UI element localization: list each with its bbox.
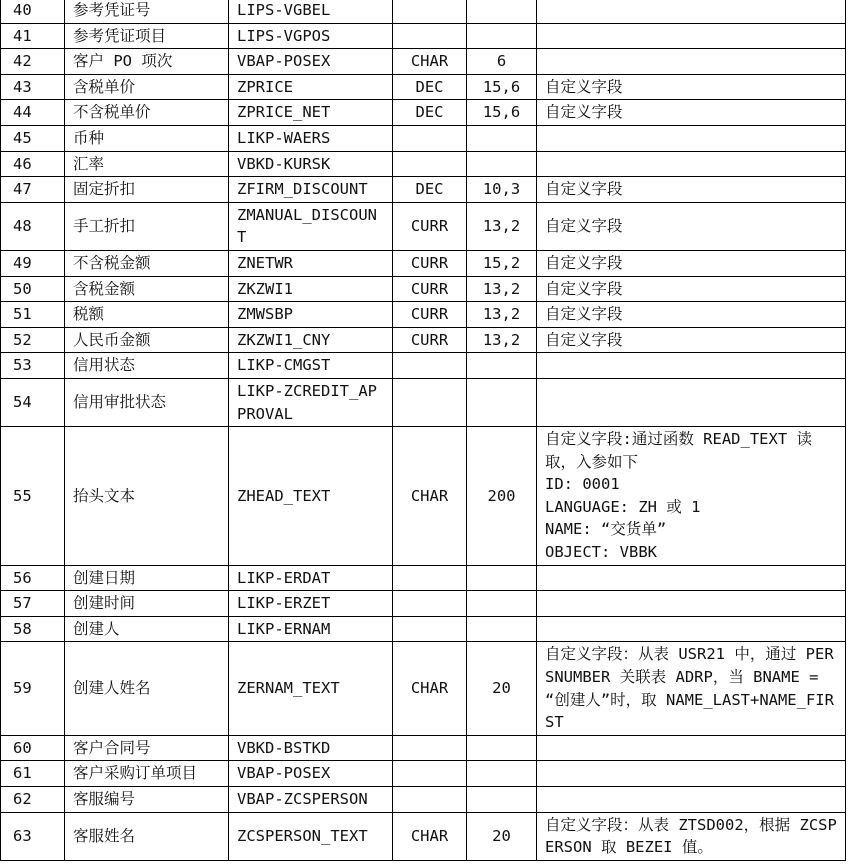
table-row bbox=[1, 565, 846, 591]
field-description-cell: 客户 PO 项次 bbox=[65, 49, 229, 75]
remark-cell bbox=[537, 125, 846, 151]
field-description-cell: 创建日期 bbox=[65, 565, 229, 591]
table-row bbox=[1, 177, 846, 203]
row-number-cell: 41 bbox=[1, 23, 65, 49]
data-type-cell bbox=[393, 151, 467, 177]
table-row bbox=[1, 353, 846, 379]
data-type-cell bbox=[393, 353, 467, 379]
technical-field-cell: LIPS-VGBEL bbox=[229, 0, 393, 23]
data-type-cell bbox=[393, 761, 467, 787]
technical-field-cell: ZMANUAL_DISCOUNT bbox=[229, 202, 393, 250]
row-number-cell: 43 bbox=[1, 74, 65, 100]
technical-field-cell: VBAP-POSEX bbox=[229, 761, 393, 787]
row-number-cell: 58 bbox=[1, 616, 65, 642]
field-description-cell: 不含税金额 bbox=[65, 250, 229, 276]
row-number-cell: 53 bbox=[1, 353, 65, 379]
field-description-cell: 客户合同号 bbox=[65, 735, 229, 761]
technical-field-cell: ZKZWI1 bbox=[229, 276, 393, 302]
remark-cell bbox=[537, 735, 846, 761]
technical-field-cell: LIKP-ZCREDIT_APPROVAL bbox=[229, 378, 393, 426]
remark-cell bbox=[537, 353, 846, 379]
length-cell bbox=[467, 761, 537, 787]
row-number-cell: 52 bbox=[1, 327, 65, 353]
table-row bbox=[1, 735, 846, 761]
field-description-cell: 客户采购订单项目 bbox=[65, 761, 229, 787]
data-type-cell: DEC bbox=[393, 100, 467, 126]
remark-line: 自定义字段 bbox=[545, 279, 623, 298]
table-row bbox=[1, 23, 846, 49]
technical-field-cell: VBAP-ZCSPERSON bbox=[229, 787, 393, 813]
field-description-cell: 汇率 bbox=[65, 151, 229, 177]
table-body bbox=[1, 0, 846, 860]
data-type-cell bbox=[393, 735, 467, 761]
field-description-cell: 税额 bbox=[65, 302, 229, 328]
data-type-cell bbox=[393, 0, 467, 23]
data-type-cell bbox=[393, 591, 467, 617]
table-row bbox=[1, 812, 846, 860]
field-description-cell: 抬头文本 bbox=[65, 427, 229, 566]
field-description-cell: 含税单价 bbox=[65, 74, 229, 100]
remark-cell bbox=[537, 591, 846, 617]
row-number-cell: 60 bbox=[1, 735, 65, 761]
length-cell bbox=[467, 151, 537, 177]
field-description-cell: 币种 bbox=[65, 125, 229, 151]
row-number-cell: 61 bbox=[1, 761, 65, 787]
data-type-cell: CHAR bbox=[393, 49, 467, 75]
technical-field-cell: LIPS-VGPOS bbox=[229, 23, 393, 49]
technical-field-cell: ZKZWI1_CNY bbox=[229, 327, 393, 353]
length-cell bbox=[467, 353, 537, 379]
remark-line: 自定义字段:通过函数 READ_TEXT 读取，入参如下 bbox=[545, 430, 812, 471]
data-type-cell bbox=[393, 565, 467, 591]
table-row bbox=[1, 151, 846, 177]
remark-line: 自定义字段：从表 USR21 中，通过 PERSNUMBER 关联表 ADRP，当 BNAME = “创建人”时，取 NAME_LAST+NAME_FIRST bbox=[545, 645, 834, 732]
field-description-cell: 手工折扣 bbox=[65, 202, 229, 250]
row-number-cell: 59 bbox=[1, 642, 65, 735]
length-cell: 13,2 bbox=[467, 302, 537, 328]
technical-field-cell: LIKP-WAERS bbox=[229, 125, 393, 151]
remark-line: 自定义字段 bbox=[545, 330, 623, 349]
remark-line: 自定义字段 bbox=[545, 305, 623, 324]
length-cell: 15,2 bbox=[467, 250, 537, 276]
data-type-cell bbox=[393, 787, 467, 813]
data-type-cell bbox=[393, 23, 467, 49]
technical-field-cell: ZCSPERSON_TEXT bbox=[229, 812, 393, 860]
table-row bbox=[1, 276, 846, 302]
field-description-cell: 不含税单价 bbox=[65, 100, 229, 126]
data-type-cell: CURR bbox=[393, 302, 467, 328]
technical-field-cell: LIKP-ERDAT bbox=[229, 565, 393, 591]
remark-line: OBJECT: VBBK bbox=[545, 543, 657, 562]
remark-cell bbox=[537, 812, 846, 860]
field-description-cell: 创建时间 bbox=[65, 591, 229, 617]
field-description-cell: 参考凭证号 bbox=[65, 0, 229, 23]
row-number-cell: 49 bbox=[1, 250, 65, 276]
remark-cell bbox=[537, 151, 846, 177]
data-type-cell bbox=[393, 378, 467, 426]
remark-line: ID: 0001 bbox=[545, 475, 620, 494]
row-number-cell: 54 bbox=[1, 378, 65, 426]
length-cell bbox=[467, 378, 537, 426]
remark-cell bbox=[537, 276, 846, 302]
row-number-cell: 42 bbox=[1, 49, 65, 75]
remark-cell bbox=[537, 642, 846, 735]
length-cell: 20 bbox=[467, 642, 537, 735]
field-description-cell: 固定折扣 bbox=[65, 177, 229, 203]
table-row bbox=[1, 642, 846, 735]
row-number-cell: 55 bbox=[1, 427, 65, 566]
table-row bbox=[1, 378, 846, 426]
field-description-cell: 信用审批状态 bbox=[65, 378, 229, 426]
data-type-cell: CURR bbox=[393, 250, 467, 276]
remark-cell bbox=[537, 427, 846, 566]
row-number-cell: 48 bbox=[1, 202, 65, 250]
data-type-cell bbox=[393, 616, 467, 642]
remark-line: 自定义字段 bbox=[545, 77, 623, 96]
row-number-cell: 62 bbox=[1, 787, 65, 813]
row-number-cell: 50 bbox=[1, 276, 65, 302]
technical-field-cell: VBKD-KURSK bbox=[229, 151, 393, 177]
data-type-cell: CURR bbox=[393, 202, 467, 250]
data-type-cell bbox=[393, 125, 467, 151]
field-description-cell: 客服姓名 bbox=[65, 812, 229, 860]
remark-line: LANGUAGE: ZH 或 1 bbox=[545, 497, 701, 516]
table-row bbox=[1, 427, 846, 566]
remark-line: 自定义字段 bbox=[545, 103, 623, 122]
remark-cell bbox=[537, 787, 846, 813]
length-cell bbox=[467, 735, 537, 761]
row-number-cell: 57 bbox=[1, 591, 65, 617]
table-row bbox=[1, 100, 846, 126]
remark-line: NAME: “交货单” bbox=[545, 520, 667, 539]
length-cell: 13,2 bbox=[467, 276, 537, 302]
length-cell: 20 bbox=[467, 812, 537, 860]
table-row bbox=[1, 327, 846, 353]
table-row bbox=[1, 761, 846, 787]
technical-field-cell: LIKP-CMGST bbox=[229, 353, 393, 379]
remark-cell bbox=[537, 202, 846, 250]
length-cell bbox=[467, 0, 537, 23]
remark-cell bbox=[537, 616, 846, 642]
remark-cell bbox=[537, 302, 846, 328]
length-cell bbox=[467, 787, 537, 813]
remark-line: 自定义字段 bbox=[545, 180, 623, 199]
length-cell bbox=[467, 23, 537, 49]
length-cell: 13,2 bbox=[467, 202, 537, 250]
data-type-cell: CHAR bbox=[393, 642, 467, 735]
row-number-cell: 46 bbox=[1, 151, 65, 177]
length-cell: 13,2 bbox=[467, 327, 537, 353]
data-type-cell: DEC bbox=[393, 177, 467, 203]
field-description-cell: 创建人 bbox=[65, 616, 229, 642]
table-row bbox=[1, 202, 846, 250]
remark-cell bbox=[537, 761, 846, 787]
technical-field-cell: LIKP-ERZET bbox=[229, 591, 393, 617]
row-number-cell: 40 bbox=[1, 0, 65, 23]
length-cell: 200 bbox=[467, 427, 537, 566]
table-row bbox=[1, 591, 846, 617]
row-number-cell: 45 bbox=[1, 125, 65, 151]
remark-line: 自定义字段 bbox=[545, 217, 623, 236]
table-row bbox=[1, 616, 846, 642]
technical-field-cell: VBKD-BSTKD bbox=[229, 735, 393, 761]
remark-cell bbox=[537, 74, 846, 100]
field-description-cell: 信用状态 bbox=[65, 353, 229, 379]
technical-field-cell: ZPRICE bbox=[229, 74, 393, 100]
table-row bbox=[1, 74, 846, 100]
field-description-cell: 客服编号 bbox=[65, 787, 229, 813]
technical-field-cell: ZERNAM_TEXT bbox=[229, 642, 393, 735]
remark-cell bbox=[537, 327, 846, 353]
table-row bbox=[1, 302, 846, 328]
row-number-cell: 51 bbox=[1, 302, 65, 328]
table-row bbox=[1, 49, 846, 75]
length-cell: 10,3 bbox=[467, 177, 537, 203]
data-type-cell: CHAR bbox=[393, 427, 467, 566]
data-type-cell: CURR bbox=[393, 327, 467, 353]
table-row bbox=[1, 125, 846, 151]
length-cell: 6 bbox=[467, 49, 537, 75]
technical-field-cell: ZHEAD_TEXT bbox=[229, 427, 393, 566]
length-cell: 15,6 bbox=[467, 100, 537, 126]
technical-field-cell: ZMWSBP bbox=[229, 302, 393, 328]
remark-cell bbox=[537, 378, 846, 426]
data-type-cell: CURR bbox=[393, 276, 467, 302]
row-number-cell: 63 bbox=[1, 812, 65, 860]
data-type-cell: CHAR bbox=[393, 812, 467, 860]
field-description-cell: 含税金额 bbox=[65, 276, 229, 302]
technical-field-cell: ZNETWR bbox=[229, 250, 393, 276]
technical-field-cell: VBAP-POSEX bbox=[229, 49, 393, 75]
remark-cell bbox=[537, 0, 846, 23]
row-number-cell: 47 bbox=[1, 177, 65, 203]
remark-cell bbox=[537, 100, 846, 126]
data-type-cell: DEC bbox=[393, 74, 467, 100]
technical-field-cell: ZPRICE_NET bbox=[229, 100, 393, 126]
table-row bbox=[1, 787, 846, 813]
remark-cell bbox=[537, 565, 846, 591]
field-description-cell: 参考凭证项目 bbox=[65, 23, 229, 49]
length-cell bbox=[467, 565, 537, 591]
length-cell bbox=[467, 591, 537, 617]
remark-cell bbox=[537, 23, 846, 49]
table-row bbox=[1, 250, 846, 276]
remark-cell bbox=[537, 177, 846, 203]
field-description-cell: 人民币金额 bbox=[65, 327, 229, 353]
length-cell: 15,6 bbox=[467, 74, 537, 100]
technical-field-cell: LIKP-ERNAM bbox=[229, 616, 393, 642]
row-number-cell: 56 bbox=[1, 565, 65, 591]
field-description-cell: 创建人姓名 bbox=[65, 642, 229, 735]
technical-field-cell: ZFIRM_DISCOUNT bbox=[229, 177, 393, 203]
remark-line: 自定义字段：从表 ZTSD002，根据 ZCSPERSON 取 BEZEI 值。 bbox=[545, 815, 837, 857]
remark-cell bbox=[537, 49, 846, 75]
row-number-cell: 44 bbox=[1, 100, 65, 126]
remark-line: 自定义字段 bbox=[545, 253, 623, 272]
table-row bbox=[1, 0, 846, 23]
length-cell bbox=[467, 125, 537, 151]
length-cell bbox=[467, 616, 537, 642]
remark-cell bbox=[537, 250, 846, 276]
